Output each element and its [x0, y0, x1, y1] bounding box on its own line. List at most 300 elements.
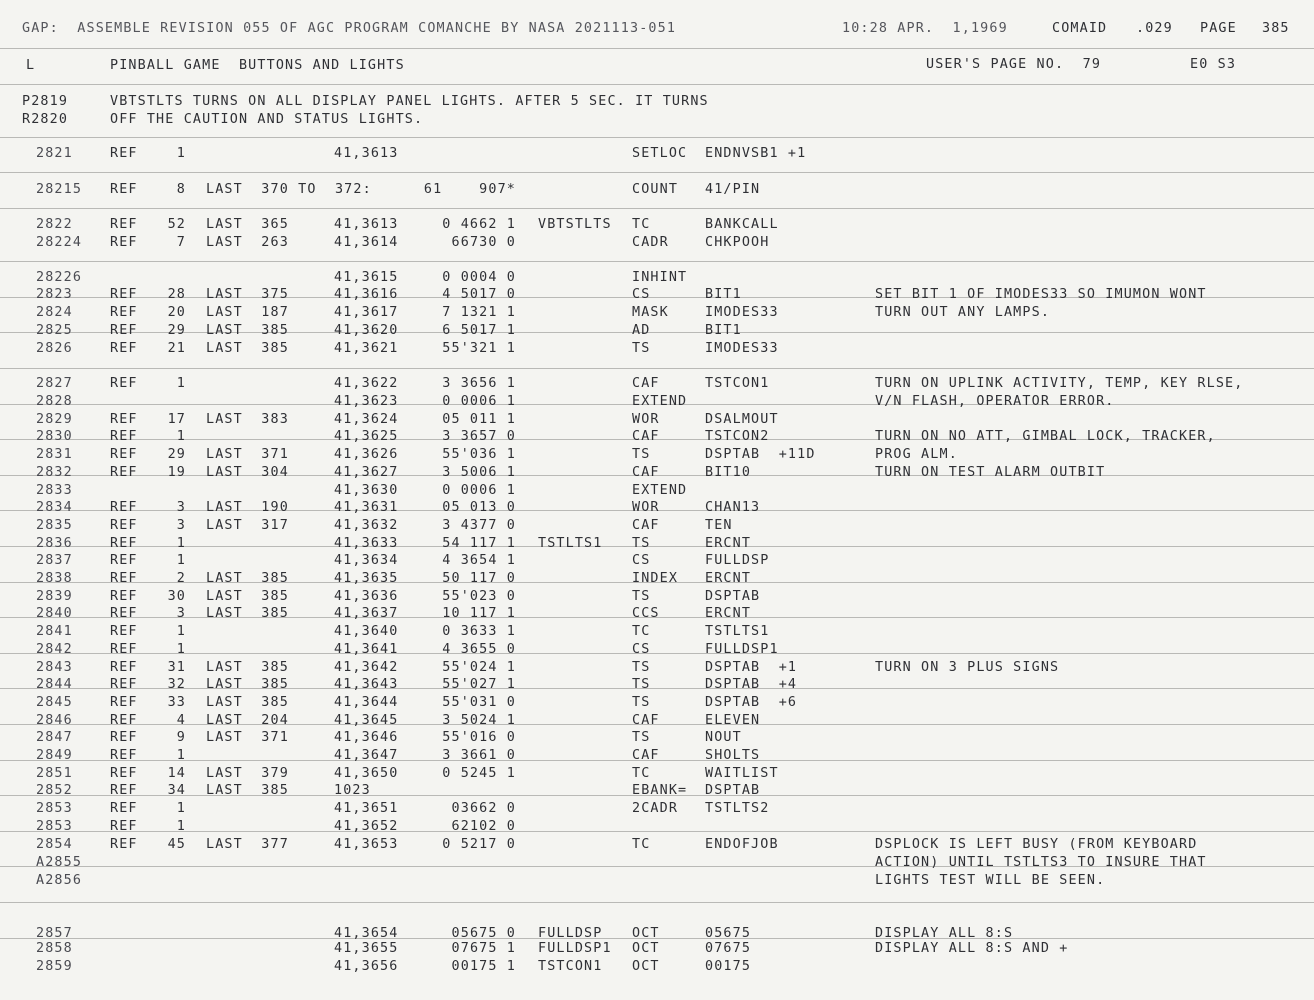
listing-row — [0, 182, 1314, 198]
object-code: 4 3654 1 — [442, 553, 516, 568]
line-number: 2833 — [36, 483, 73, 498]
listing-row — [0, 766, 1314, 782]
ref-count: 19 — [167, 465, 186, 480]
ref-count: 29 — [167, 447, 186, 462]
comment: PROG ALM. — [875, 447, 958, 462]
address: 41,3617 — [334, 305, 399, 320]
line-number: 2840 — [36, 606, 73, 621]
address: 41,3655 — [334, 941, 399, 956]
object-code: 05675 0 — [451, 926, 516, 941]
operand: BIT1 — [705, 287, 742, 302]
ref-flag: REF — [110, 305, 138, 320]
comment: V/N FLASH, OPERATOR ERROR. — [875, 394, 1115, 409]
ref-count: 1 — [176, 553, 186, 568]
object-code: 66730 0 — [451, 235, 516, 250]
operand: TSTCON2 — [705, 429, 770, 444]
opcode: SETLOC — [632, 146, 688, 161]
ref-count: 14 — [167, 766, 186, 781]
ref-flag: REF — [110, 730, 138, 745]
object-code: 55'036 1 — [442, 447, 516, 462]
ref-count: 8 — [176, 182, 186, 197]
ref-count: 20 — [167, 305, 186, 320]
opcode: TC — [632, 766, 651, 781]
address: 41,3633 — [334, 536, 399, 551]
line-number: 2827 — [36, 376, 73, 391]
opcode: CADR — [632, 235, 669, 250]
ref-flag: REF — [110, 447, 138, 462]
operand: ERCNT — [705, 606, 752, 621]
address: 41,3644 — [334, 695, 399, 710]
operand: 05675 — [705, 926, 752, 941]
line-number: 2854 — [36, 837, 73, 852]
line-number: 28224 — [36, 235, 83, 250]
ref-count: 1 — [176, 642, 186, 657]
listing-row — [0, 589, 1314, 605]
listing-row — [0, 483, 1314, 499]
ref-count: 2 — [176, 571, 186, 586]
address: 41,3636 — [334, 589, 399, 604]
listing-row — [0, 287, 1314, 303]
remark-seq: R2820 — [22, 112, 69, 127]
operand: TSTCON1 — [705, 376, 770, 391]
line-number: 2849 — [36, 748, 73, 763]
line-number: 28226 — [36, 270, 83, 285]
ref-count: 9 — [176, 730, 186, 745]
opcode: TS — [632, 589, 651, 604]
address: 41,3614 — [334, 235, 399, 250]
label: TSTLTS1 — [538, 536, 603, 551]
opcode: TC — [632, 624, 651, 639]
line-number: 2844 — [36, 677, 73, 692]
operand: IMODES33 — [705, 341, 779, 356]
listing-row — [0, 959, 1314, 975]
ref-flag: REF — [110, 217, 138, 232]
opcode: CS — [632, 553, 651, 568]
operand: CHAN13 — [705, 500, 761, 515]
ref-flag: REF — [110, 412, 138, 427]
operand: DSPTAB +6 — [705, 695, 798, 710]
last-ref: LAST 370 TO 372: — [206, 182, 372, 197]
ref-flag: REF — [110, 819, 138, 834]
listing-row — [0, 412, 1314, 428]
line-number: 2839 — [36, 589, 73, 604]
opcode: CCS — [632, 606, 660, 621]
operand: WAITLIST — [705, 766, 779, 781]
header-page-label: PAGE — [1200, 21, 1237, 36]
line-number: 2845 — [36, 695, 73, 710]
address: 41,3615 — [334, 270, 399, 285]
last-ref: LAST 385 — [206, 589, 289, 604]
listing-row — [0, 748, 1314, 764]
last-ref: LAST 385 — [206, 323, 289, 338]
ref-count: 1 — [176, 376, 186, 391]
line-number: 2835 — [36, 518, 73, 533]
address: 41,3630 — [334, 483, 399, 498]
listing-row — [0, 235, 1314, 251]
ref-count: 1 — [176, 536, 186, 551]
opcode: COUNT — [632, 182, 679, 197]
address: 41,3631 — [334, 500, 399, 515]
address: 41,3646 — [334, 730, 399, 745]
listing-row — [0, 695, 1314, 711]
ref-flag: REF — [110, 695, 138, 710]
listing-row — [0, 305, 1314, 321]
ref-count: 30 — [167, 589, 186, 604]
listing-row — [0, 553, 1314, 569]
address: 41,3654 — [334, 926, 399, 941]
listing-row — [0, 571, 1314, 587]
last-ref: LAST 377 — [206, 837, 289, 852]
object-code: 55'321 1 — [442, 341, 516, 356]
line-number: 2830 — [36, 429, 73, 444]
object-code: 0 0006 1 — [442, 394, 516, 409]
opcode: EBANK= — [632, 783, 688, 798]
listing-row — [0, 465, 1314, 481]
address: 41,3652 — [334, 819, 399, 834]
ref-count: 1 — [176, 429, 186, 444]
label: FULLDSP — [538, 926, 603, 941]
ref-flag: REF — [110, 465, 138, 480]
comment: TURN OUT ANY LAMPS. — [875, 305, 1051, 320]
opcode: TC — [632, 837, 651, 852]
address: 41,3656 — [334, 959, 399, 974]
listing-row — [0, 536, 1314, 552]
line-number: 2821 — [36, 146, 73, 161]
operand: IMODES33 — [705, 305, 779, 320]
header-assembly-line: GAP: ASSEMBLE REVISION 055 OF AGC PROGRAM COMANCHE BY NASA 2021113-051 — [22, 21, 677, 36]
object-code: 55'023 0 — [442, 589, 516, 604]
object-code: 0 4662 1 — [442, 217, 516, 232]
comment: DSPLOCK IS LEFT BUSY (FROM KEYBOARD — [875, 837, 1198, 852]
ref-flag: REF — [110, 553, 138, 568]
ref-flag: REF — [110, 713, 138, 728]
ref-flag: REF — [110, 287, 138, 302]
ref-flag: REF — [110, 182, 138, 197]
operand: BANKCALL — [705, 217, 779, 232]
comment: LIGHTS TEST WILL BE SEEN. — [875, 873, 1106, 888]
address: 41,3647 — [334, 748, 399, 763]
operand: 41/PIN — [705, 182, 761, 197]
line-number: 2834 — [36, 500, 73, 515]
line-number: 2832 — [36, 465, 73, 480]
last-ref: LAST 190 — [206, 500, 289, 515]
line-number: 2826 — [36, 341, 73, 356]
object-code: 0 5245 1 — [442, 766, 516, 781]
opcode: INHINT — [632, 270, 688, 285]
object-code: 54 117 1 — [442, 536, 516, 551]
listing-row — [0, 518, 1314, 534]
object-code: 07675 1 — [451, 941, 516, 956]
operand: TEN — [705, 518, 733, 533]
last-ref: LAST 204 — [206, 713, 289, 728]
opcode: TS — [632, 677, 651, 692]
listing-row — [0, 926, 1314, 942]
ref-count: 29 — [167, 323, 186, 338]
object-code: 55'027 1 — [442, 677, 516, 692]
line-number: 2859 — [36, 959, 73, 974]
object-code: 3 4377 0 — [442, 518, 516, 533]
listing-row — [0, 394, 1314, 410]
ref-count: 1 — [176, 624, 186, 639]
operand: 07675 — [705, 941, 752, 956]
remark-seq: P2819 — [22, 94, 69, 109]
address: 41,3621 — [334, 341, 399, 356]
object-code: 4 5017 0 — [442, 287, 516, 302]
opcode: WOR — [632, 500, 660, 515]
operand: FULLDSP1 — [705, 642, 779, 657]
ref-flag: REF — [110, 677, 138, 692]
header-page-number: 385 — [1262, 21, 1290, 36]
line-number: 2822 — [36, 217, 73, 232]
address: 41,3632 — [334, 518, 399, 533]
comment: DISPLAY ALL 8:S — [875, 926, 1014, 941]
ref-count: 3 — [176, 606, 186, 621]
comment: DISPLAY ALL 8:S AND + — [875, 941, 1069, 956]
listing-row — [0, 855, 1314, 871]
last-ref: LAST 304 — [206, 465, 289, 480]
address: 41,3620 — [334, 323, 399, 338]
opcode: 2CADR — [632, 801, 679, 816]
address: 41,3624 — [334, 412, 399, 427]
address: 41,3640 — [334, 624, 399, 639]
ref-count: 45 — [167, 837, 186, 852]
ref-flag: REF — [110, 341, 138, 356]
ref-count: 1 — [176, 801, 186, 816]
comment: TURN ON UPLINK ACTIVITY, TEMP, KEY RLSE, — [875, 376, 1244, 391]
comment: TURN ON NO ATT, GIMBAL LOCK, TRACKER, — [875, 429, 1216, 444]
object-code: 0 3633 1 — [442, 624, 516, 639]
listing-row — [0, 217, 1314, 233]
last-ref: LAST 365 — [206, 217, 289, 232]
label: FULLDSP1 — [538, 941, 612, 956]
object-code: 00175 1 — [451, 959, 516, 974]
ref-count: 3 — [176, 518, 186, 533]
address: 41,3613 — [334, 146, 399, 161]
opcode: INDEX — [632, 571, 679, 586]
listing-row — [0, 677, 1314, 693]
last-ref: LAST 385 — [206, 695, 289, 710]
line-number: 2824 — [36, 305, 73, 320]
ref-count: 31 — [167, 660, 186, 675]
opcode: EXTEND — [632, 483, 688, 498]
last-ref: LAST 375 — [206, 287, 289, 302]
address: 41,3645 — [334, 713, 399, 728]
ref-flag: REF — [110, 323, 138, 338]
address: 41,3625 — [334, 429, 399, 444]
line-number: 28215 — [36, 182, 83, 197]
opcode: CAF — [632, 748, 660, 763]
object-code: 3 5006 1 — [442, 465, 516, 480]
line-number: 2852 — [36, 783, 73, 798]
object-code: 0 0006 1 — [442, 483, 516, 498]
object-code: 62102 0 — [451, 819, 516, 834]
listing-row — [0, 837, 1314, 853]
object-code: 0 0004 0 — [442, 270, 516, 285]
opcode: TS — [632, 447, 651, 462]
ref-flag: REF — [110, 429, 138, 444]
listing-row — [0, 642, 1314, 658]
last-ref: LAST 385 — [206, 341, 289, 356]
opcode: CAF — [632, 518, 660, 533]
comment: ACTION) UNTIL TSTLTS3 TO INSURE THAT — [875, 855, 1207, 870]
object-code: 50 117 0 — [442, 571, 516, 586]
listing-row — [0, 783, 1314, 799]
ref-flag: REF — [110, 766, 138, 781]
ref-count: 1 — [176, 819, 186, 834]
header-marker: L — [26, 58, 36, 73]
line-number: 2846 — [36, 713, 73, 728]
line-number: 2842 — [36, 642, 73, 657]
listing-row — [0, 941, 1314, 957]
listing-row — [0, 447, 1314, 463]
listing-row — [0, 500, 1314, 516]
operand: CHKPOOH — [705, 235, 770, 250]
listing-row — [0, 801, 1314, 817]
operand: ERCNT — [705, 571, 752, 586]
object-code: 3 3661 0 — [442, 748, 516, 763]
listing-row — [0, 713, 1314, 729]
line-number: 2825 — [36, 323, 73, 338]
line-number: 2858 — [36, 941, 73, 956]
object-code: 7 1321 1 — [442, 305, 516, 320]
address: 41,3653 — [334, 837, 399, 852]
object-code: 55'031 0 — [442, 695, 516, 710]
ref-flag: REF — [110, 518, 138, 533]
ref-count: 28 — [167, 287, 186, 302]
address: 41,3641 — [334, 642, 399, 657]
opcode: CAF — [632, 376, 660, 391]
operand: BIT1 — [705, 323, 742, 338]
line-number: 2847 — [36, 730, 73, 745]
last-ref: LAST 379 — [206, 766, 289, 781]
operand: ENDOFJOB — [705, 837, 779, 852]
line-number: A2856 — [36, 873, 83, 888]
address: 41,3651 — [334, 801, 399, 816]
ref-flag: REF — [110, 606, 138, 621]
ref-flag: REF — [110, 536, 138, 551]
operand: DSPTAB — [705, 783, 761, 798]
operand: TSTLTS1 — [705, 624, 770, 639]
object-code: 3 5024 1 — [442, 713, 516, 728]
ref-count: 17 — [167, 412, 186, 427]
last-ref: LAST 385 — [206, 606, 289, 621]
ref-count: 1 — [176, 146, 186, 161]
address: 41,3627 — [334, 465, 399, 480]
opcode: CAF — [632, 429, 660, 444]
listing-row — [0, 819, 1314, 835]
listing-row — [0, 270, 1314, 286]
object-code: 05 011 1 — [442, 412, 516, 427]
ref-flag: REF — [110, 801, 138, 816]
object-code: 4 3655 0 — [442, 642, 516, 657]
line-number: 2838 — [36, 571, 73, 586]
opcode: CAF — [632, 713, 660, 728]
remark-text: OFF THE CAUTION AND STATUS LIGHTS. — [110, 112, 424, 127]
opcode: AD — [632, 323, 651, 338]
opcode: TS — [632, 730, 651, 745]
comment: TURN ON 3 PLUS SIGNS — [875, 660, 1060, 675]
opcode: OCT — [632, 926, 660, 941]
address: 41,3635 — [334, 571, 399, 586]
last-ref: LAST 385 — [206, 571, 289, 586]
address: 41,3637 — [334, 606, 399, 621]
listing-row — [0, 873, 1314, 889]
line-number: 2843 — [36, 660, 73, 675]
listing-row — [0, 429, 1314, 445]
opcode: CS — [632, 642, 651, 657]
address: 41,3623 — [334, 394, 399, 409]
object-code: 03662 0 — [451, 801, 516, 816]
operand: DSPTAB — [705, 589, 761, 604]
last-ref: LAST 385 — [206, 783, 289, 798]
ref-count: 32 — [167, 677, 186, 692]
last-ref: LAST 317 — [206, 518, 289, 533]
header-build: .029 — [1136, 21, 1173, 36]
operand: FULLDSP — [705, 553, 770, 568]
ref-count: 7 — [176, 235, 186, 250]
opcode: OCT — [632, 959, 660, 974]
object-code: 3 3656 1 — [442, 376, 516, 391]
address: 41,3634 — [334, 553, 399, 568]
last-ref: LAST 263 — [206, 235, 289, 250]
object-code: 05 013 0 — [442, 500, 516, 515]
operand: BIT10 — [705, 465, 752, 480]
ref-flag: REF — [110, 660, 138, 675]
last-ref: LAST 371 — [206, 447, 289, 462]
address: 41,3613 — [334, 217, 399, 232]
operand: DSPTAB +1 — [705, 660, 798, 675]
line-number: 2857 — [36, 926, 73, 941]
last-ref: LAST 383 — [206, 412, 289, 427]
listing-row — [0, 660, 1314, 676]
line-number: 2853 — [36, 801, 73, 816]
listing-row — [0, 606, 1314, 622]
operand: DSPTAB +4 — [705, 677, 798, 692]
object-code: 3 3657 0 — [442, 429, 516, 444]
line-number: 2841 — [36, 624, 73, 639]
listing-row — [0, 624, 1314, 640]
ref-flag: REF — [110, 235, 138, 250]
operand: DSALMOUT — [705, 412, 779, 427]
line-number: 2829 — [36, 412, 73, 427]
ref-flag: REF — [110, 500, 138, 515]
line-number: 2823 — [36, 287, 73, 302]
line-number: A2855 — [36, 855, 83, 870]
ref-flag: REF — [110, 571, 138, 586]
line-number: 2853 — [36, 819, 73, 834]
opcode: OCT — [632, 941, 660, 956]
line-number: 2836 — [36, 536, 73, 551]
opcode: TS — [632, 341, 651, 356]
ref-count: 52 — [167, 217, 186, 232]
ref-flag: REF — [110, 376, 138, 391]
last-ref: LAST 385 — [206, 677, 289, 692]
label: VBTSTLTS — [538, 217, 612, 232]
ref-count: 33 — [167, 695, 186, 710]
ref-count: 4 — [176, 713, 186, 728]
address: 41,3650 — [334, 766, 399, 781]
header-eo: E0 S3 — [1190, 57, 1237, 72]
operand: DSPTAB +11D — [705, 447, 816, 462]
ref-flag: REF — [110, 837, 138, 852]
address: 41,3626 — [334, 447, 399, 462]
ref-flag: REF — [110, 748, 138, 763]
comment: SET BIT 1 OF IMODES33 SO IMUMON WONT — [875, 287, 1207, 302]
address: 41,3642 — [334, 660, 399, 675]
section-title: PINBALL GAME BUTTONS AND LIGHTS — [110, 58, 405, 73]
ref-flag: REF — [110, 589, 138, 604]
last-ref: LAST 371 — [206, 730, 289, 745]
